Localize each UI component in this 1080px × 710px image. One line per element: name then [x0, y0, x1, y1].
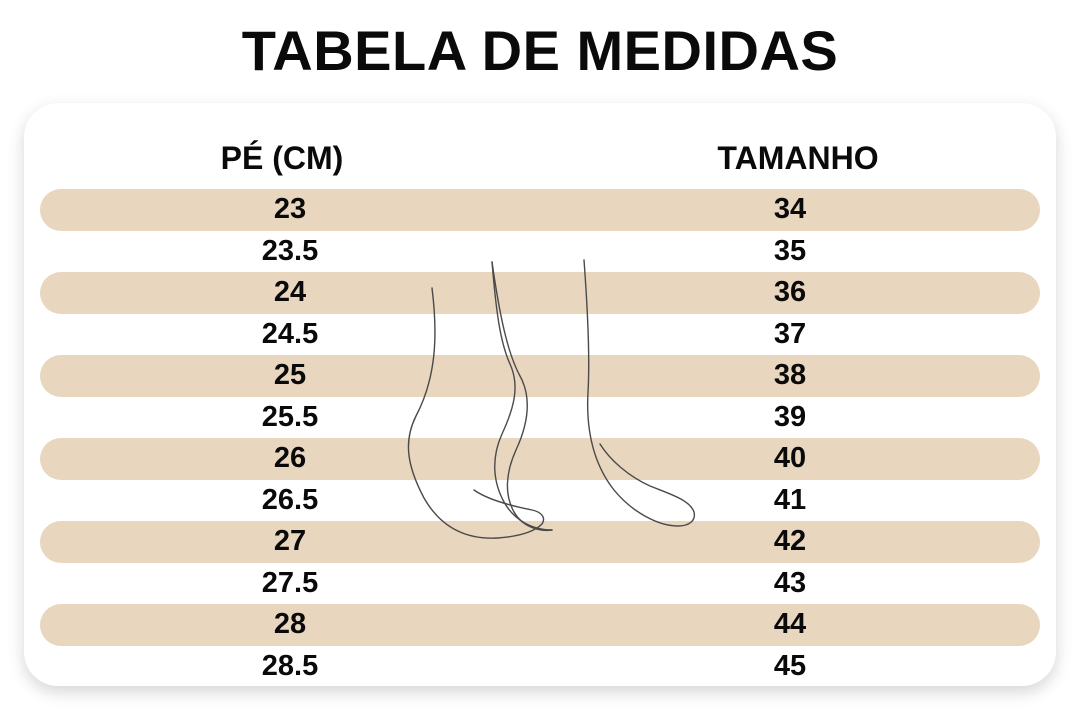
- cell-size: 36: [773, 276, 807, 309]
- cell-size: 41: [773, 483, 807, 516]
- cell-foot: 25: [273, 359, 307, 392]
- cell-foot: 24: [273, 276, 307, 309]
- table-row: [40, 438, 1040, 480]
- table-row: [40, 480, 1040, 522]
- cell-size: 45: [773, 649, 807, 682]
- cell-size: 34: [773, 193, 807, 226]
- table-row: [40, 355, 1040, 397]
- page-title: TABELA DE MEDIDAS: [241, 19, 839, 82]
- table-row: [40, 397, 1040, 439]
- size-table-card: [24, 103, 1056, 686]
- cell-foot: 23: [273, 193, 307, 226]
- cell-size: 39: [773, 400, 807, 433]
- cell-size: 37: [773, 317, 807, 350]
- table-row: [40, 272, 1040, 314]
- table-row: [40, 521, 1040, 563]
- cell-size: 43: [773, 566, 807, 599]
- cell-size: 35: [773, 234, 807, 267]
- table-row: [40, 563, 1040, 605]
- cell-foot: 25.5: [261, 400, 319, 433]
- column-header-size: TAMANHO: [717, 140, 879, 176]
- table-row: [40, 189, 1040, 231]
- column-header-foot: PÉ (CM): [220, 140, 344, 176]
- cell-foot: 24.5: [261, 317, 319, 350]
- cell-foot: 23.5: [261, 234, 319, 267]
- cell-size: 42: [773, 525, 807, 558]
- cell-foot: 27: [273, 525, 307, 558]
- cell-foot: 27.5: [261, 566, 319, 599]
- table-row: [40, 604, 1040, 646]
- table-header: [24, 127, 1056, 189]
- cell-size: 44: [773, 608, 807, 641]
- cell-foot: 26.5: [261, 483, 319, 516]
- table-row: [40, 646, 1040, 688]
- cell-size: 38: [773, 359, 807, 392]
- cell-foot: 28: [273, 608, 307, 641]
- table-body: [24, 189, 1056, 687]
- cell-foot: 28.5: [261, 649, 319, 682]
- table-row: [40, 231, 1040, 273]
- cell-size: 40: [773, 442, 807, 475]
- cell-foot: 26: [273, 442, 307, 475]
- table-row: [40, 314, 1040, 356]
